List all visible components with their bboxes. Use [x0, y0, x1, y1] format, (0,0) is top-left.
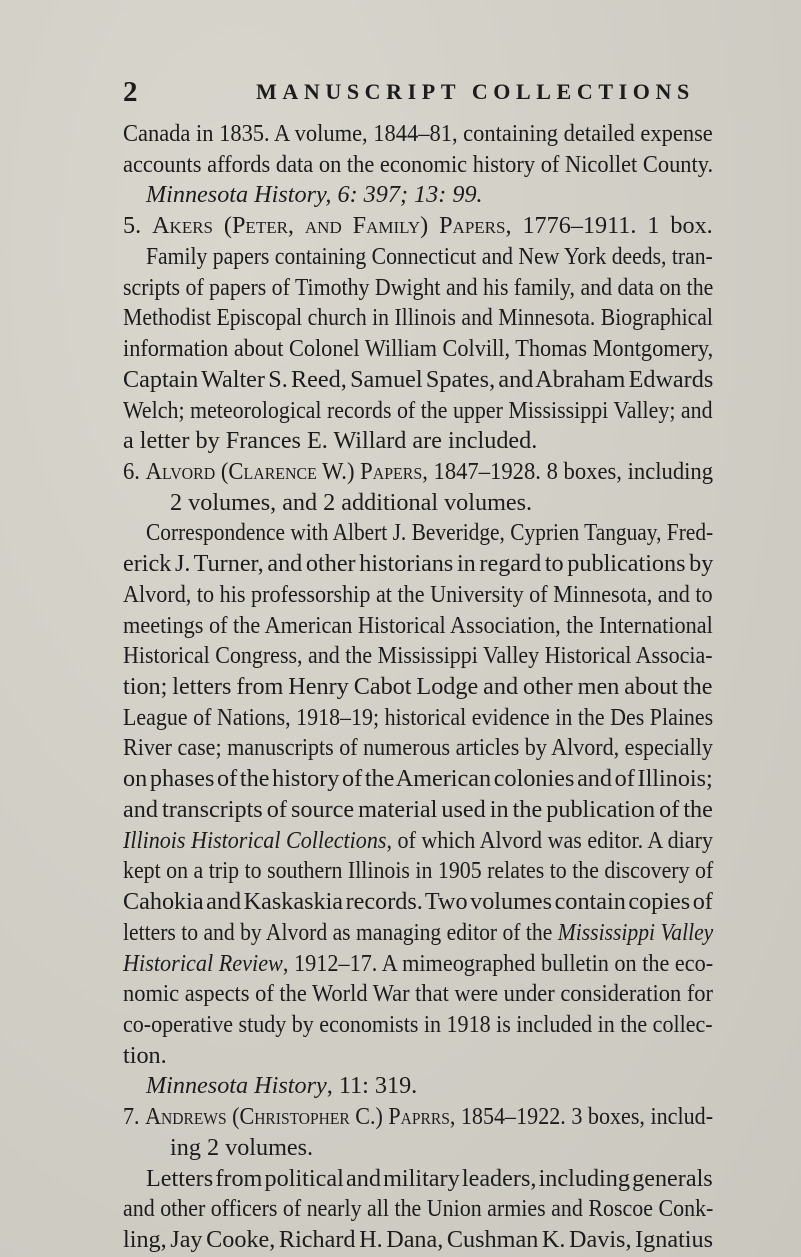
citation-line: Minnesota History, 6: 397; 13: 99. — [146, 181, 483, 208]
text-line: Canada in 1835. A volume, 1844–81, containing detailed expense — [123, 120, 713, 147]
text-line: Correspondence with Albert J. Beveridge, Cyprien Tanguay, Fred- — [146, 519, 714, 546]
text-line: River case; manuscripts of numerous articles by Alvord, especially — [123, 734, 713, 761]
text-line: Family papers containing Connecticut and New York deeds, tran- — [146, 243, 713, 270]
text-line: accounts affords data on the economic history of Nicollet County. — [123, 151, 714, 178]
text-line: Captain Walter S. Reed, Samuel Spates, and Abraham Edwards — [123, 366, 714, 393]
text-line: erick J. Turner, and other historians in regard to publications by — [123, 550, 714, 577]
text-line: Letters from political and military leaders, including generals — [146, 1165, 713, 1192]
text-line: Cahokia and Kaskaskia records. Two volumes contain copies of — [123, 888, 713, 915]
text-line: tion; letters from Henry Cabot Lodge and other men about the — [123, 673, 713, 700]
text-line: a letter by Frances E. Willard are included. — [123, 427, 538, 454]
page-number: 2 — [123, 76, 138, 108]
text-line: tion. — [123, 1042, 167, 1069]
text-line: and other officers of nearly all the Union armies and Roscoe Conk- — [123, 1195, 714, 1222]
text-line: Methodist Episcopal church in Illinois and Minnesota. Biographical — [123, 304, 713, 331]
text-line: Illinois Historical Collections, of which Alvord was editor. A diary — [123, 827, 713, 854]
text-line: and transcripts of source material used in the publication of the — [123, 796, 713, 823]
text-line: ling, Jay Cooke, Richard H. Dana, Cushman K. Davis, Ignatius — [123, 1226, 714, 1253]
text-line: co-operative study by economists in 1918 is included in the collec- — [123, 1011, 713, 1038]
text-line: nomic aspects of the World War that were under consideration for — [123, 980, 714, 1007]
text-line: 2 volumes, and 2 additional volumes. — [170, 489, 533, 516]
text-line: letters to and by Alvord as managing editor of the Mississippi Valley — [123, 919, 714, 946]
text-line: on phases of the history of the American colonies and of Illinois; — [123, 765, 713, 792]
text-line: Historical Congress, and the Mississippi Valley Historical Associa- — [123, 642, 713, 669]
text-line: scripts of papers of Timothy Dwight and his family, and data on the — [123, 274, 714, 301]
page-header — [0, 74, 801, 110]
text-line: information about Colonel William Colvill, Thomas Montgomery, — [123, 335, 714, 362]
text-line: Alvord, to his professorship at the University of Minnesota, and to — [123, 581, 713, 608]
entry-heading-akers: 5. Akers (Peter, and Family) Papers, 1776–1911. 1 box. — [123, 212, 713, 239]
entry-heading-alvord: 6. Alvord (Clarence W.) Papers, 1847–1928. 8 boxes, including — [123, 458, 714, 485]
citation-line: Minnesota History, 11: 319. — [146, 1072, 418, 1099]
text-line: Welch; meteorological records of the upper Mississippi Valley; and — [123, 397, 713, 424]
text-line: meetings of the American Historical Association, the International — [123, 612, 713, 639]
text-line: Historical Review, 1912–17. A mimeographed bulletin on the eco- — [123, 950, 714, 977]
text-line: kept on a trip to southern Illinois in 1905 relates to the discovery of — [123, 857, 714, 884]
text-line: ing 2 volumes. — [170, 1134, 314, 1161]
entry-heading-andrews: 7. Andrews (Christopher C.) Paprrs, 1854–1922. 3 boxes, includ- — [123, 1103, 714, 1130]
running-head: MANUSCRIPT COLLECTIONS — [256, 79, 695, 104]
text-line: League of Nations, 1918–19; historical evidence in the Des Plaines — [123, 704, 714, 731]
